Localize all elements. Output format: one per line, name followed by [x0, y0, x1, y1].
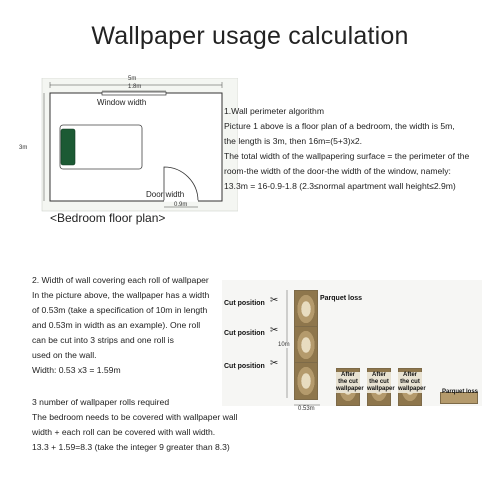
plan-height-label: 3m — [19, 145, 28, 151]
section-roll-width — [32, 273, 209, 378]
section2-line: and 0.53m in width as an example). One roll — [32, 320, 201, 330]
section3-line: width + each roll can be covered with wall width. — [32, 427, 216, 437]
wallpaper-diagram — [222, 280, 482, 420]
window-width-label: Window width — [97, 98, 147, 107]
wallpaper-roll-vertical — [294, 290, 318, 398]
scissors-icon: ✂ — [270, 358, 279, 369]
cut-strip — [398, 368, 426, 404]
section1-line: Picture 1 above is a floor plan of a bedroom, the width is 5m, — [224, 121, 455, 131]
section2-line: of 0.53m (take a specification of 10m in length — [32, 305, 208, 315]
section2-line: In the picture above, the wallpaper has a width — [32, 290, 210, 300]
section1-line: The total width of the wallpapering surface = the perimeter of the — [224, 151, 470, 161]
plan-width-label: 5m — [128, 76, 137, 82]
section2-line: can be cut into 3 strips and one roll is — [32, 335, 174, 345]
section1-line: room-the width of the door-the width of the window, namely: — [224, 166, 451, 176]
roll-segment — [294, 362, 318, 400]
section2-line: Width: 0.53 x3 = 1.59m — [32, 365, 121, 375]
width-label: 0.53m — [298, 406, 315, 412]
section-rolls-required — [32, 395, 237, 455]
roll-segment — [294, 326, 318, 364]
section3-heading: 3 number of wallpaper rolls required — [32, 397, 170, 407]
parquet-loss-label: Parquet loss — [320, 295, 363, 302]
strip-label: After the cut wallpaper — [336, 372, 364, 392]
scissors-icon: ✂ — [270, 295, 279, 306]
cut-position-label: Cut position — [224, 363, 265, 370]
section-wall-perimeter — [224, 104, 469, 194]
parquet-loss-label: Parquet loss — [442, 389, 479, 395]
section3-line: The bedroom needs to be covered with wallpaper wall — [32, 412, 238, 422]
floor-plan-caption: <Bedroom floor plan> — [50, 211, 166, 225]
plan-window-value: 1.8m — [128, 84, 142, 90]
strip-label: After the cut wallpaper — [367, 372, 395, 392]
section2-heading: 2. Width of wall covering each roll of wallpaper — [32, 275, 209, 285]
section2-line: used on the wall. — [32, 350, 97, 360]
door-width-label: Door width — [146, 190, 185, 199]
cut-strip — [367, 368, 395, 404]
cut-position-label: Cut position — [224, 300, 265, 307]
section1-line: the length is 3m, then 16m=(5+3)x2. — [224, 136, 363, 146]
plan-door-value: 0.9m — [174, 202, 188, 208]
cut-strip — [336, 368, 364, 404]
length-label: 10m — [278, 342, 290, 348]
floor-plan — [20, 78, 238, 214]
section1-heading: 1.Wall perimeter algorithm — [224, 106, 324, 116]
cut-position-label: Cut position — [224, 330, 265, 337]
scissors-icon: ✂ — [270, 325, 279, 336]
section1-line: 13.3m = 16-0.9-1.8 (2.3≤normal apartment wall height≤2.9m) — [224, 181, 456, 191]
strip-label: After the cut wallpaper — [398, 372, 426, 392]
roll-segment — [294, 290, 318, 328]
section3-line: 13.3 + 1.59=8.3 (take the integer 9 greater than 8.3) — [32, 442, 230, 452]
page-title: Wallpaper usage calculation — [91, 22, 409, 50]
